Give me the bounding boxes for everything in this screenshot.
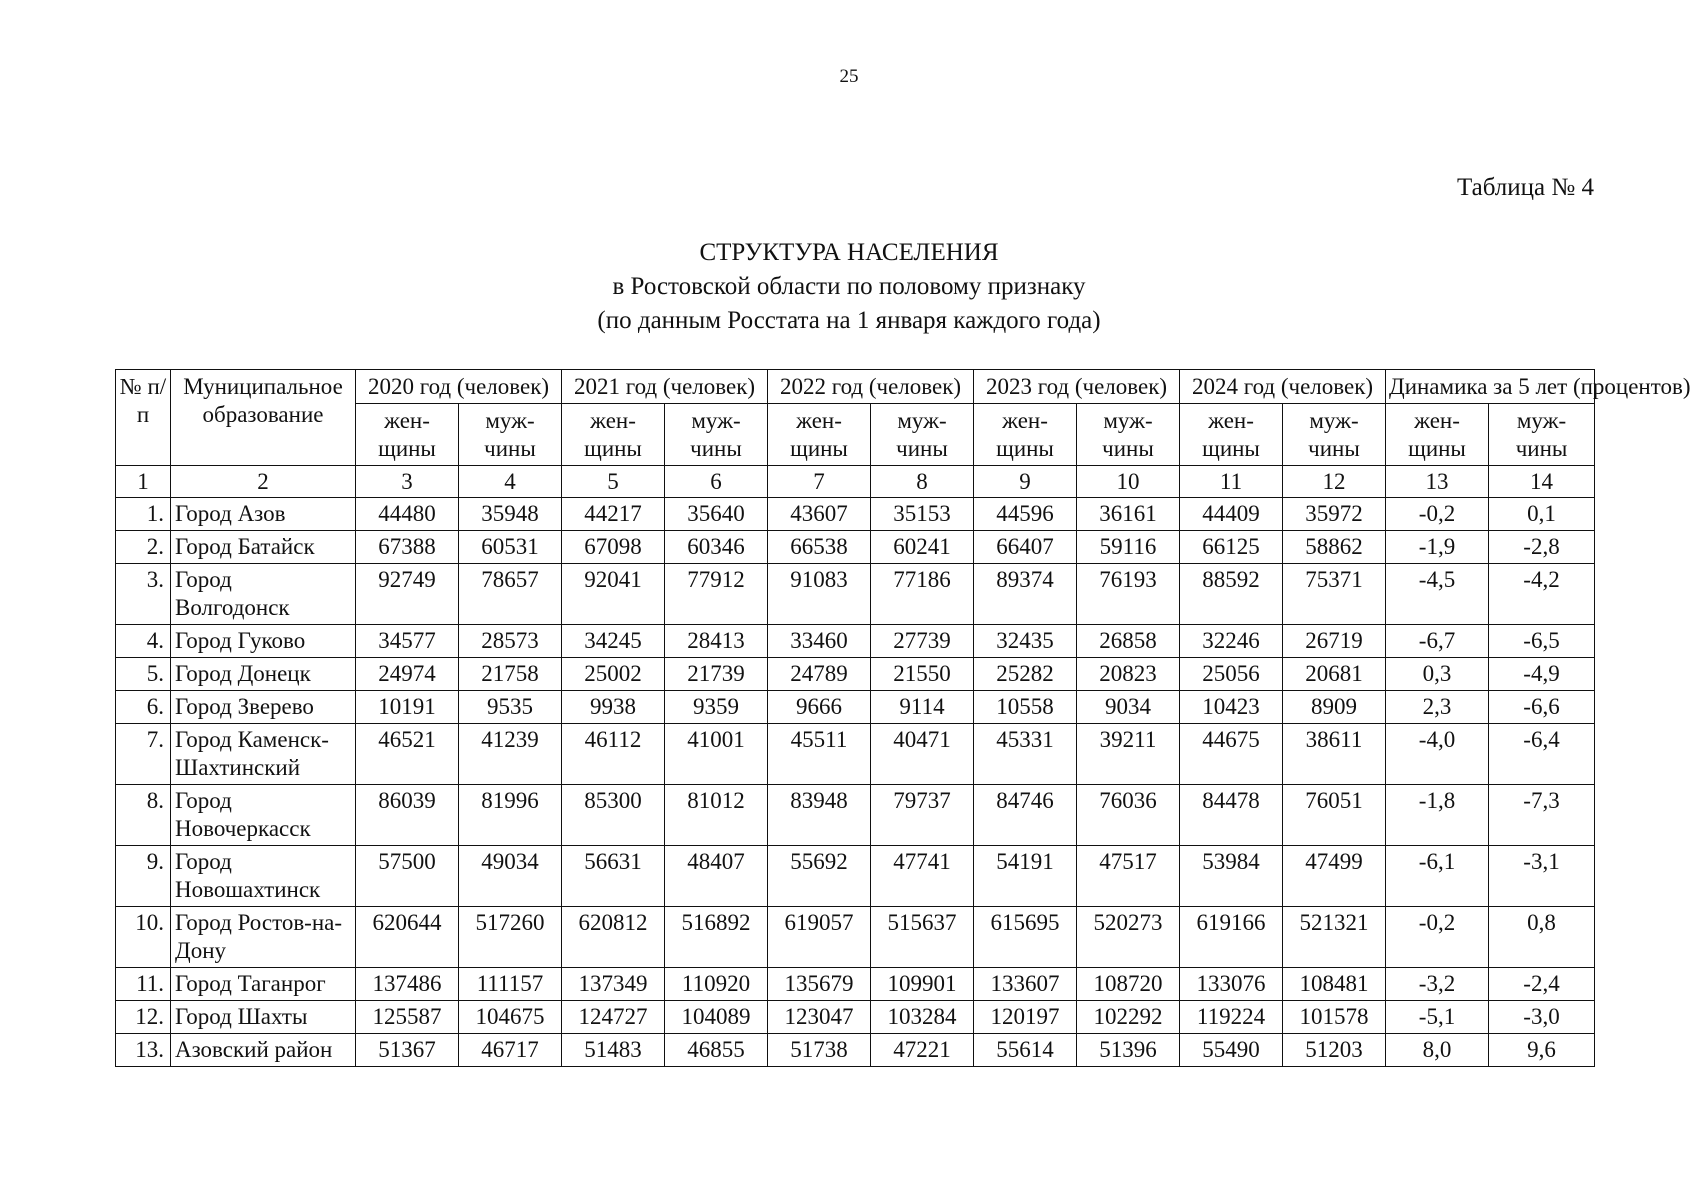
population-cell: 108720 (1077, 968, 1180, 1001)
population-cell: 21758 (459, 658, 562, 691)
column-number: 9 (974, 466, 1077, 498)
row-index: 8. (116, 785, 171, 846)
column-number-row (116, 466, 1595, 498)
table-row (116, 724, 1595, 785)
municipality-name: Город Таганрог (171, 968, 356, 1001)
table-row (116, 498, 1595, 531)
row-index: 5. (116, 658, 171, 691)
municipality-name: Город Азов (171, 498, 356, 531)
population-cell: 51396 (1077, 1034, 1180, 1067)
population-cell: 104675 (459, 1001, 562, 1034)
population-cell: 66407 (974, 531, 1077, 564)
population-cell: 35640 (665, 498, 768, 531)
header-no: № п/п (116, 370, 171, 466)
row-index: 13. (116, 1034, 171, 1067)
title-line-2: в Ростовской области по половому признаку (612, 273, 1086, 300)
column-number: 8 (871, 466, 974, 498)
dynamics-cell: -0,2 (1386, 498, 1489, 531)
dynamics-cell: -4,5 (1386, 564, 1489, 625)
header-year-2023: 2023 год (человек) (974, 370, 1180, 404)
population-cell: 521321 (1283, 907, 1386, 968)
population-cell: 67098 (562, 531, 665, 564)
table-label: Таблица № 4 (1456, 174, 1594, 201)
population-cell: 25056 (1180, 658, 1283, 691)
population-cell: 57500 (356, 846, 459, 907)
header-men: муж-чины (1283, 404, 1386, 466)
column-number: 6 (665, 466, 768, 498)
population-cell: 51738 (768, 1034, 871, 1067)
population-cell: 92749 (356, 564, 459, 625)
dynamics-cell: -7,3 (1489, 785, 1595, 846)
population-cell: 10191 (356, 691, 459, 724)
population-cell: 58862 (1283, 531, 1386, 564)
table-row (116, 1001, 1595, 1034)
population-cell: 44217 (562, 498, 665, 531)
population-cell: 620812 (562, 907, 665, 968)
population-cell: 615695 (974, 907, 1077, 968)
population-cell: 77912 (665, 564, 768, 625)
column-number: 4 (459, 466, 562, 498)
row-index: 12. (116, 1001, 171, 1034)
dynamics-cell: -3,0 (1489, 1001, 1595, 1034)
population-cell: 81012 (665, 785, 768, 846)
population-cell: 133607 (974, 968, 1077, 1001)
population-cell: 55614 (974, 1034, 1077, 1067)
header-women: жен-щины (1180, 404, 1283, 466)
population-cell: 515637 (871, 907, 974, 968)
row-index: 9. (116, 846, 171, 907)
population-cell: 35948 (459, 498, 562, 531)
dynamics-cell: -6,7 (1386, 625, 1489, 658)
population-cell: 9666 (768, 691, 871, 724)
population-cell: 137349 (562, 968, 665, 1001)
dynamics-cell: -6,4 (1489, 724, 1595, 785)
column-number: 10 (1077, 466, 1180, 498)
population-cell: 53984 (1180, 846, 1283, 907)
municipality-name: Город Шахты (171, 1001, 356, 1034)
column-number: 14 (1489, 466, 1595, 498)
municipality-name: Город Новочеркасск (171, 785, 356, 846)
population-cell: 78657 (459, 564, 562, 625)
population-cell: 110920 (665, 968, 768, 1001)
dynamics-cell: -4,2 (1489, 564, 1595, 625)
population-cell: 103284 (871, 1001, 974, 1034)
population-cell: 84746 (974, 785, 1077, 846)
population-cell: 56631 (562, 846, 665, 907)
population-cell: 32246 (1180, 625, 1283, 658)
population-cell: 47499 (1283, 846, 1386, 907)
population-cell: 9114 (871, 691, 974, 724)
row-index: 6. (116, 691, 171, 724)
population-cell: 38611 (1283, 724, 1386, 785)
population-cell: 20823 (1077, 658, 1180, 691)
population-cell: 28573 (459, 625, 562, 658)
header-women: жен-щины (562, 404, 665, 466)
population-cell: 39211 (1077, 724, 1180, 785)
population-cell: 83948 (768, 785, 871, 846)
table-header (116, 370, 1691, 498)
population-cell: 120197 (974, 1001, 1077, 1034)
population-cell: 520273 (1077, 907, 1180, 968)
header-men: муж-чины (871, 404, 974, 466)
population-cell: 60241 (871, 531, 974, 564)
population-cell: 26858 (1077, 625, 1180, 658)
population-cell: 44596 (974, 498, 1077, 531)
population-cell: 36161 (1077, 498, 1180, 531)
row-index: 11. (116, 968, 171, 1001)
header-year-2021: 2021 год (человек) (562, 370, 768, 404)
population-cell: 41001 (665, 724, 768, 785)
row-index: 7. (116, 724, 171, 785)
municipality-name: Город Зверево (171, 691, 356, 724)
table-row (116, 968, 1595, 1001)
population-cell: 516892 (665, 907, 768, 968)
population-cell: 48407 (665, 846, 768, 907)
population-cell: 10423 (1180, 691, 1283, 724)
population-cell: 77186 (871, 564, 974, 625)
table-row (116, 907, 1595, 968)
population-cell: 24974 (356, 658, 459, 691)
population-cell: 89374 (974, 564, 1077, 625)
column-number: 1 (116, 466, 171, 498)
dynamics-cell: -0,2 (1386, 907, 1489, 968)
table-row (116, 658, 1595, 691)
population-cell: 111157 (459, 968, 562, 1001)
header-year-2020: 2020 год (человек) (356, 370, 562, 404)
population-cell: 47221 (871, 1034, 974, 1067)
dynamics-cell: 0,1 (1489, 498, 1595, 531)
population-cell: 86039 (356, 785, 459, 846)
population-cell: 47517 (1077, 846, 1180, 907)
population-cell: 25002 (562, 658, 665, 691)
population-cell: 44480 (356, 498, 459, 531)
population-cell: 88592 (1180, 564, 1283, 625)
dynamics-cell: -1,9 (1386, 531, 1489, 564)
table-row (116, 691, 1595, 724)
dynamics-cell: -3,2 (1386, 968, 1489, 1001)
dynamics-cell: 2,3 (1386, 691, 1489, 724)
population-cell: 46521 (356, 724, 459, 785)
population-cell: 40471 (871, 724, 974, 785)
population-cell: 46112 (562, 724, 665, 785)
table-row (116, 846, 1595, 907)
population-cell: 75371 (1283, 564, 1386, 625)
table-row (116, 785, 1595, 846)
dynamics-cell: -6,5 (1489, 625, 1595, 658)
population-cell: 51483 (562, 1034, 665, 1067)
population-cell: 21550 (871, 658, 974, 691)
dynamics-cell: -2,4 (1489, 968, 1595, 1001)
row-index: 1. (116, 498, 171, 531)
population-cell: 91083 (768, 564, 871, 625)
row-index: 2. (116, 531, 171, 564)
table-row (116, 1034, 1595, 1067)
population-cell: 137486 (356, 968, 459, 1001)
table-row (116, 531, 1595, 564)
population-cell: 26719 (1283, 625, 1386, 658)
population-table (115, 369, 1691, 1067)
dynamics-cell: 9,6 (1489, 1034, 1595, 1067)
header-women: жен-щины (768, 404, 871, 466)
population-cell: 9535 (459, 691, 562, 724)
header-men: муж-чины (1489, 404, 1595, 466)
page-number: 25 (839, 66, 859, 87)
population-cell: 76193 (1077, 564, 1180, 625)
population-cell: 32435 (974, 625, 1077, 658)
table-row (116, 564, 1595, 625)
municipality-name: Город Донецк (171, 658, 356, 691)
population-cell: 9938 (562, 691, 665, 724)
population-cell: 60531 (459, 531, 562, 564)
population-cell: 119224 (1180, 1001, 1283, 1034)
population-cell: 54191 (974, 846, 1077, 907)
population-cell: 59116 (1077, 531, 1180, 564)
population-cell: 46717 (459, 1034, 562, 1067)
population-cell: 20681 (1283, 658, 1386, 691)
population-cell: 28413 (665, 625, 768, 658)
population-cell: 517260 (459, 907, 562, 968)
municipality-name: Город Волгодонск (171, 564, 356, 625)
population-cell: 619057 (768, 907, 871, 968)
population-cell: 45331 (974, 724, 1077, 785)
municipality-name: Город Гуково (171, 625, 356, 658)
population-cell: 34577 (356, 625, 459, 658)
municipality-name: Город Каменск-Шахтинский (171, 724, 356, 785)
population-cell: 55692 (768, 846, 871, 907)
table-row (116, 625, 1595, 658)
header-women: жен-щины (356, 404, 459, 466)
population-cell: 67388 (356, 531, 459, 564)
municipality-name: Город Батайск (171, 531, 356, 564)
column-number: 13 (1386, 466, 1489, 498)
population-cell: 55490 (1180, 1034, 1283, 1067)
population-cell: 34245 (562, 625, 665, 658)
population-cell: 25282 (974, 658, 1077, 691)
header-year-2024: 2024 год (человек) (1180, 370, 1386, 404)
row-index: 4. (116, 625, 171, 658)
population-cell: 27739 (871, 625, 974, 658)
population-cell: 44409 (1180, 498, 1283, 531)
population-cell: 49034 (459, 846, 562, 907)
population-cell: 135679 (768, 968, 871, 1001)
population-cell: 8909 (1283, 691, 1386, 724)
header-municipality: Муниципальное образование (171, 370, 356, 466)
header-men: муж-чины (1077, 404, 1180, 466)
population-cell: 43607 (768, 498, 871, 531)
population-cell: 24789 (768, 658, 871, 691)
header-women: жен-щины (974, 404, 1077, 466)
municipality-name: Город Новошахтинск (171, 846, 356, 907)
dynamics-cell: -6,1 (1386, 846, 1489, 907)
population-cell: 9359 (665, 691, 768, 724)
municipality-name: Город Ростов-на-Дону (171, 907, 356, 968)
dynamics-cell: 0,3 (1386, 658, 1489, 691)
population-cell: 123047 (768, 1001, 871, 1034)
population-cell: 51367 (356, 1034, 459, 1067)
row-index: 10. (116, 907, 171, 968)
population-cell: 125587 (356, 1001, 459, 1034)
dynamics-cell: -4,0 (1386, 724, 1489, 785)
population-cell: 9034 (1077, 691, 1180, 724)
population-cell: 133076 (1180, 968, 1283, 1001)
population-cell: 41239 (459, 724, 562, 785)
column-number: 7 (768, 466, 871, 498)
dynamics-cell: -3,1 (1489, 846, 1595, 907)
population-cell: 92041 (562, 564, 665, 625)
population-cell: 620644 (356, 907, 459, 968)
population-cell: 85300 (562, 785, 665, 846)
column-number: 12 (1283, 466, 1386, 498)
population-cell: 79737 (871, 785, 974, 846)
population-cell: 104089 (665, 1001, 768, 1034)
row-index: 3. (116, 564, 171, 625)
title-line-3: (по данным Росстата на 1 января каждого года) (597, 307, 1101, 334)
population-cell: 619166 (1180, 907, 1283, 968)
header-men: муж-чины (665, 404, 768, 466)
population-cell: 76036 (1077, 785, 1180, 846)
population-cell: 101578 (1283, 1001, 1386, 1034)
population-cell: 33460 (768, 625, 871, 658)
population-cell: 51203 (1283, 1034, 1386, 1067)
column-number: 5 (562, 466, 665, 498)
dynamics-cell: 0,8 (1489, 907, 1595, 968)
table-title (0, 236, 1698, 338)
population-cell: 35153 (871, 498, 974, 531)
population-cell: 108481 (1283, 968, 1386, 1001)
header-dynamics: Динамика за 5 лет (процентов) (1386, 370, 1595, 404)
header-men: муж-чины (459, 404, 562, 466)
population-cell: 60346 (665, 531, 768, 564)
population-cell: 45511 (768, 724, 871, 785)
population-cell: 66538 (768, 531, 871, 564)
population-cell: 81996 (459, 785, 562, 846)
table-body (116, 498, 1595, 1067)
title-line-1: СТРУКТУРА НАСЕЛЕНИЯ (699, 239, 999, 266)
population-cell: 21739 (665, 658, 768, 691)
dynamics-cell: -2,8 (1489, 531, 1595, 564)
population-cell: 124727 (562, 1001, 665, 1034)
dynamics-cell: -5,1 (1386, 1001, 1489, 1034)
header-year-2022: 2022 год (человек) (768, 370, 974, 404)
dynamics-cell: 8,0 (1386, 1034, 1489, 1067)
population-cell: 35972 (1283, 498, 1386, 531)
dynamics-cell: -6,6 (1489, 691, 1595, 724)
header-women: жен-щины (1386, 404, 1489, 466)
population-cell: 10558 (974, 691, 1077, 724)
population-cell: 47741 (871, 846, 974, 907)
municipality-name: Азовский район (171, 1034, 356, 1067)
column-number: 2 (171, 466, 356, 498)
column-number: 11 (1180, 466, 1283, 498)
population-cell: 102292 (1077, 1001, 1180, 1034)
population-cell: 44675 (1180, 724, 1283, 785)
column-number: 3 (356, 466, 459, 498)
population-cell: 76051 (1283, 785, 1386, 846)
dynamics-cell: -1,8 (1386, 785, 1489, 846)
population-cell: 66125 (1180, 531, 1283, 564)
dynamics-cell: -4,9 (1489, 658, 1595, 691)
population-cell: 109901 (871, 968, 974, 1001)
population-cell: 84478 (1180, 785, 1283, 846)
population-cell: 46855 (665, 1034, 768, 1067)
